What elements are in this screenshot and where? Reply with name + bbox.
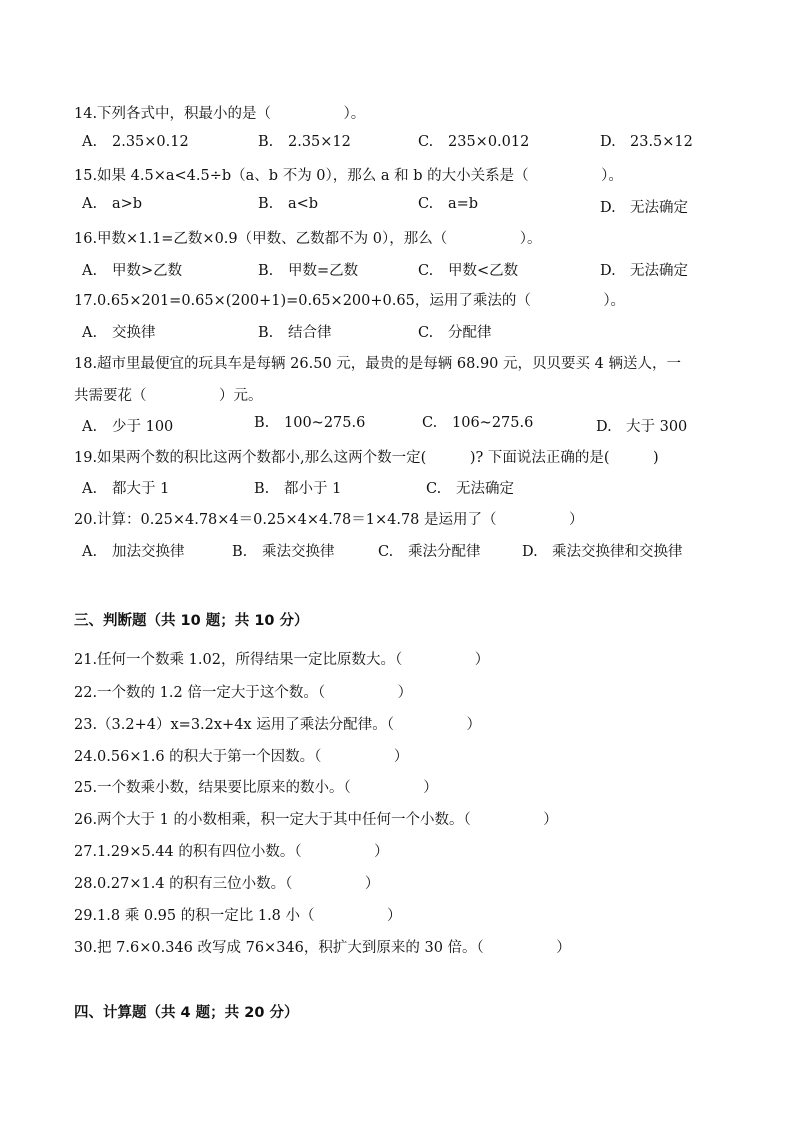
judgment-26: 26.两个大于 1 的小数相乘，积一定大于其中任何一个小数。（ ）	[74, 812, 558, 828]
question-17: 17.0.65×201=0.65×(200+1)=0.65×200+0.65，运用了乘法的（ ）。	[74, 293, 626, 309]
option-c: C. 分配律	[418, 325, 492, 341]
judgment-22: 22.一个数的 1.2 倍一定大于这个数。（ ）	[74, 685, 413, 701]
option-d: D. 23.5×12	[600, 134, 693, 150]
option-c: C. 235×0.012	[418, 134, 530, 150]
option-b: B. 都小于 1	[254, 481, 342, 497]
judgment-27: 27.1.29×5.44 的积有四位小数。（ ）	[74, 844, 389, 860]
option-d: D. 大于 300	[596, 419, 688, 435]
judgment-25: 25.一个数乘小数，结果要比原来的数小。（ ）	[74, 780, 438, 796]
question-16: 16.甲数×1.1=乙数×0.9（甲数、乙数都不为 0），那么（ ）。	[74, 231, 542, 247]
judgment-21: 21.任何一个数乘 1.02，所得结果一定比原数大。（ ）	[74, 652, 490, 668]
judgment-24: 24.0.56×1.6 的积大于第一个因数。（ ）	[74, 749, 409, 765]
option-c: C. 甲数<乙数	[418, 263, 519, 279]
section-3-title: 三、判断题（共 10 题；共 10 分）	[74, 613, 309, 629]
question-18: 18.超市里最便宜的玩具车是每辆 26.50 元，最贵的是每辆 68.90 元，贝贝要买 4 辆送人，一	[74, 356, 681, 372]
question-20: 20.计算：0.25×4.78×4＝0.25×4×4.78＝1×4.78 是运用了（ ）	[74, 512, 584, 528]
judgment-29: 29.1.8 乘 0.95 的积一定比 1.8 小（ ）	[74, 908, 402, 924]
option-b: B. 乘法交换律	[232, 544, 335, 560]
option-b: B. a<b	[258, 196, 319, 212]
option-d: D. 无法确定	[600, 200, 688, 216]
option-b: B. 甲数=乙数	[258, 263, 359, 279]
option-c: C. 无法确定	[426, 481, 514, 497]
option-a: A. 交换律	[82, 325, 156, 341]
option-a: A. 少于 100	[82, 419, 174, 435]
option-a: A. a>b	[82, 196, 143, 212]
option-b: B. 100~275.6	[254, 415, 366, 431]
option-c: C. 乘法分配律	[378, 544, 481, 560]
judgment-30: 30.把 7.6×0.346 改写成 76×346，积扩大到原来的 30 倍。（ ）	[74, 940, 571, 956]
question-14: 14.下列各式中，积最小的是（ ）。	[74, 106, 366, 122]
option-c: C. a=b	[418, 196, 479, 212]
option-b: B. 2.35×12	[258, 134, 351, 150]
option-d: D. 乘法交换律和交换律	[522, 544, 683, 560]
option-a: A. 2.35×0.12	[82, 134, 189, 150]
question-18-line-2: 共需要花（ ）元。	[74, 388, 263, 404]
option-a: A. 都大于 1	[82, 481, 170, 497]
option-a: A. 加法交换律	[82, 544, 185, 560]
judgment-23: 23.（3.2+4）x=3.2x+4x 运用了乘法分配律。（ ）	[74, 717, 481, 733]
option-b: B. 结合律	[258, 325, 332, 341]
judgment-28: 28.0.27×1.4 的积有三位小数。（ ）	[74, 876, 380, 892]
question-19: 19.如果两个数的积比这两个数都小,那么这两个数一定( )? 下面说法正确的是( )	[74, 450, 659, 466]
option-d: D. 无法确定	[600, 263, 688, 279]
option-a: A. 甲数>乙数	[82, 263, 183, 279]
section-4-title: 四、计算题（共 4 题；共 20 分）	[74, 1005, 299, 1021]
option-c: C. 106~275.6	[422, 415, 534, 431]
question-15: 15.如果 4.5×a<4.5÷b（a、b 不为 0），那么 a 和 b 的大小关系是（ ）。	[74, 168, 623, 184]
